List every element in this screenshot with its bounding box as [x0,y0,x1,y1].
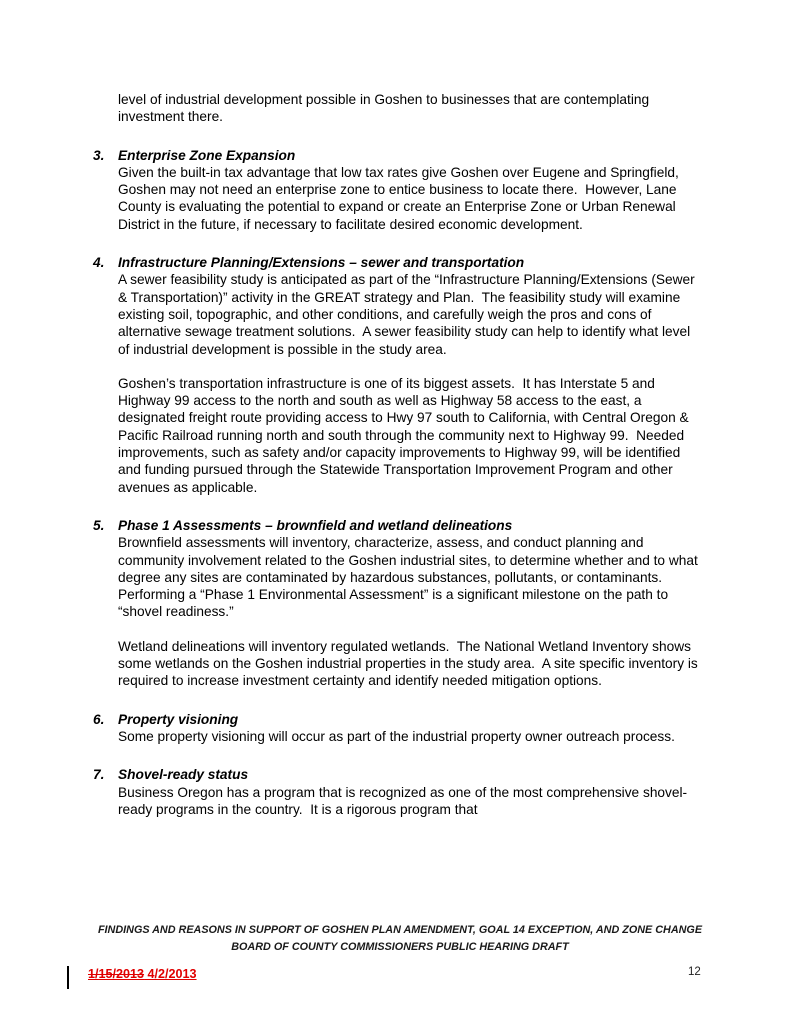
footer-title-line-1: FINDINGS AND REASONS IN SUPPORT OF GOSHEN PLAN AMENDMENT, GOAL 14 EXCEPTION, AND ZONE CHANGE [97,924,703,936]
list-item-title: Phase 1 Assessments – brownfield and wetland delineations [118,517,513,533]
list-item-5 [93,517,705,690]
list-item-paragraph: Goshen’s transportation infrastructure is one of its biggest assets. It has Interstate 5 and Highway 99 access to the north and south as well as Highway 58 access to the east, a designated freight route providing access to Hwy 97 south to California, with Central Oregon & Pacific Railroad running north and south through the community next to Highway 99. Needed improvements, such as safety and/or capacity improvements to Highway 99, will be identified and funding pursued through the Statewide Transportation Improvement Program and other avenues as applicable. [118,375,693,495]
tracked-change-bar [67,966,69,989]
list-item-title: Shovel-ready status [118,767,249,783]
list-item-paragraph: Wetland delineations will inventory regulated wetlands. The National Wetland Inventory shows some wetlands on the Goshen industrial properties in the study area. A site specific inventory is required to increase investment certainty and identify needed mitigation options. [118,638,702,689]
document-body [93,91,705,818]
revision-dates [88,965,197,983]
continuation-paragraph: level of industrial development possible in Goshen to businesses that are contemplating investment there. [118,92,653,125]
list-item-number: 3. [93,147,105,163]
list-item-paragraph: A sewer feasibility study is anticipated as part of the “Infrastructure Planning/Extensions (Sewer & Transportation)” activity in the GREAT strategy and Plan. The feasibility study will examine existing soil, topographic, and other conditions, and carefully weigh the pros and cons of alternative sewage treatment solutions. A sewer feasibility study can help to identify what level of industrial development is possible in the study area. [118,272,699,357]
list-item-4 [93,254,705,496]
list-item-paragraph: Brownfield assessments will inventory, characterize, assess, and conduct planning and community involvement related to the Goshen industrial sites, to determine whether and to what degree any sites are contaminated by hazardous substances, pollutants, or contaminants. Performing a “Phase 1 Environmental Assessment” is a significant milestone on the path to “shovel readiness.” [118,535,702,620]
list-item-7 [93,766,705,818]
page-number: 12 [688,966,701,978]
list-item-paragraph: Given the built-in tax advantage that low tax rates give Goshen over Eugene and Springfield, Goshen may not need an enterprise zone to entice business to locate there. However, Lane County is evaluating the potential to expand or create an Enterprise Zone or Urban Renewal District in the future, if necessary to facilitate desired economic development. [118,164,683,232]
list-item-title: Enterprise Zone Expansion [118,147,296,163]
list-item-number: 5. [93,517,105,533]
inserted-date: 4/2/2013 [144,967,197,981]
list-item-3 [93,147,705,233]
list-item-title: Infrastructure Planning/Extensions – sewer and transportation [118,255,525,271]
list-item-6 [93,711,705,746]
list-item-paragraph: Some property visioning will occur as part of the industrial property owner outreach process. [118,728,675,744]
list-item-title: Property visioning [118,711,239,727]
deleted-date: 1/15/2013 [88,967,145,981]
list-item-number: 7. [93,767,105,783]
list-item-number: 6. [93,711,105,727]
list-item-number: 4. [93,255,105,271]
page-footer [0,922,800,956]
footer-title-line-2: BOARD OF COUNTY COMMISSIONERS PUBLIC HEARING DRAFT [231,941,569,953]
list-item-paragraph: Business Oregon has a program that is recognized as one of the most comprehensive shovel-ready programs in the country. It is a rigorous program that [118,784,688,817]
